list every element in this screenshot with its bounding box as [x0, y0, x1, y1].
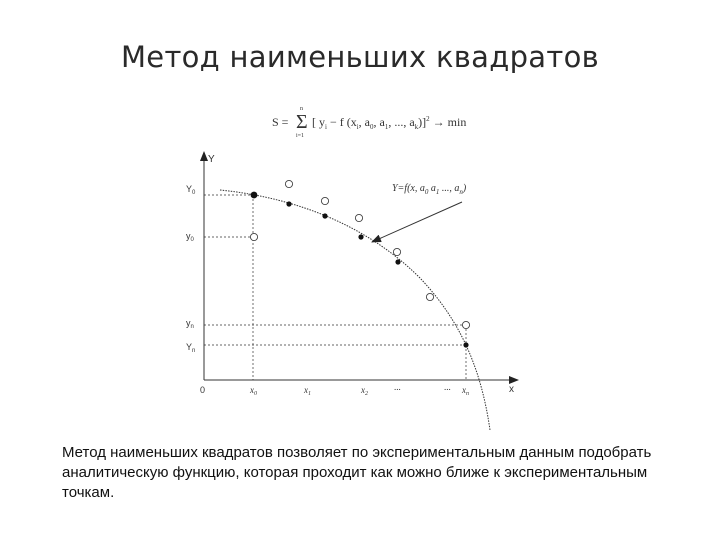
guide-lines [204, 195, 466, 380]
tick-sub: 2 [365, 391, 368, 397]
y-axis-label: Y [208, 154, 215, 165]
formula-part: [ y [312, 115, 325, 129]
tick-sub: n [192, 348, 196, 354]
x-tick-label [249, 385, 257, 397]
tick-main: ... [394, 382, 401, 392]
tick-main: x [361, 385, 365, 395]
formula-arrow: → min [432, 115, 467, 129]
x-tick-label [461, 385, 469, 397]
y-tick-label [186, 231, 195, 243]
computed-point [251, 192, 258, 199]
curve-label-sub: n [459, 188, 463, 196]
tick-main: ... [444, 382, 451, 392]
x-tick-label [394, 382, 401, 392]
y-tick-label [186, 342, 195, 354]
x-tick-label [444, 382, 451, 392]
computed-point [286, 201, 291, 206]
tick-main: x [304, 385, 308, 395]
tick-main: Y [186, 342, 193, 352]
tick-sub: n [466, 391, 469, 397]
y-tick-label [186, 318, 194, 330]
experimental-point [321, 197, 328, 204]
x-tick-label [360, 385, 368, 397]
origin-label: 0 [200, 385, 206, 395]
formula-part: , a [373, 115, 385, 129]
x-axis-label: x [509, 384, 514, 395]
formula-sub: 0 [370, 123, 374, 131]
sum-sign: Σ [296, 111, 308, 133]
experimental-points [250, 180, 469, 328]
computed-point [395, 259, 400, 264]
formula-part: , a [358, 115, 370, 129]
formula [272, 106, 466, 139]
curve-label-sub: 1 [435, 188, 440, 196]
formula-sub: k [414, 123, 419, 131]
computed-point [463, 342, 468, 347]
formula-sub: i [325, 123, 327, 131]
tick-sub: 0 [254, 391, 257, 397]
computed-point [358, 234, 363, 239]
tick-main: Y [186, 184, 193, 194]
tick-main: x [462, 385, 466, 395]
tick-sub: n [190, 324, 194, 330]
tick-main: y [186, 318, 191, 328]
tick-main: y [186, 231, 191, 241]
tick-main: x [250, 385, 254, 395]
fitted-curve [220, 190, 490, 430]
formula-lhs: S = [272, 115, 289, 129]
formula-power: 2 [426, 115, 430, 123]
sum-upper-limit: n [300, 106, 303, 112]
experimental-point [355, 214, 362, 221]
caption-text: Метод наименьших квадратов позволяет по экспериментальным данным подобрать аналитическую функцию, которая проходит как можно ближе к экспериментальным точкам. [62, 444, 652, 501]
tick-sub: 1 [308, 391, 311, 397]
curve-label-part: ) [462, 183, 467, 194]
formula-sub: i [356, 123, 359, 131]
computed-point [322, 213, 327, 218]
curve-pointer-arrow [372, 202, 462, 242]
experimental-point [285, 180, 292, 187]
formula-sub: 1 [384, 123, 389, 131]
formula-part: − f (x [326, 115, 357, 129]
formula-body [312, 115, 466, 131]
experimental-point [462, 321, 469, 328]
curve-label-part: a [428, 183, 436, 194]
y-tick-label [186, 184, 196, 196]
experimental-point [393, 248, 400, 255]
curve-label [392, 183, 467, 196]
x-tick-label [303, 385, 311, 397]
curve-label-sub: 0 [424, 188, 429, 196]
slide-title: Метод наименьших квадратов [120, 40, 600, 74]
curve-label-part: ..., a [439, 183, 460, 194]
experimental-point [250, 233, 257, 240]
experimental-point [426, 293, 433, 300]
tick-sub: 0 [192, 190, 196, 196]
tick-sub: 0 [190, 237, 194, 243]
sum-lower-limit: i=1 [296, 133, 305, 139]
curve-label-part: Y=f(x, a [392, 183, 425, 194]
formula-part: )] [418, 115, 427, 129]
formula-part: , ..., a [388, 115, 415, 129]
